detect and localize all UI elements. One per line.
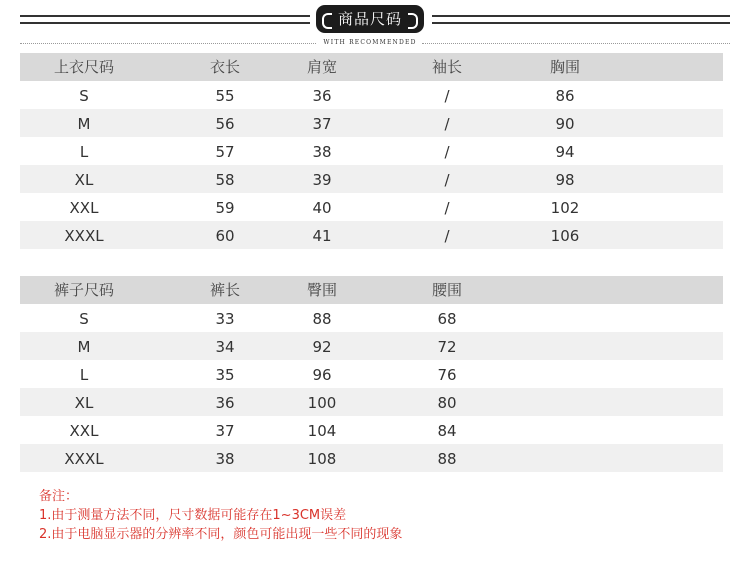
pants-size-table — [20, 276, 723, 472]
table-row — [20, 360, 723, 388]
table-row — [20, 444, 723, 472]
table-cell: 102 — [550, 199, 580, 217]
header-cell-length: 裤长 — [209, 281, 240, 299]
table-cell: 39 — [312, 171, 332, 189]
table-header-row — [20, 276, 723, 304]
header-cell-size: 裤子尺码 — [53, 281, 114, 299]
table-row — [20, 221, 723, 249]
table-cell: L — [79, 366, 89, 384]
table-cell: S — [79, 87, 89, 105]
table-cell: 57 — [215, 143, 235, 161]
table-cell: / — [444, 143, 450, 161]
table-cell: 35 — [215, 366, 235, 384]
table-cell: 58 — [215, 171, 235, 189]
table-cell: 88 — [437, 450, 457, 468]
table-cell: 100 — [307, 394, 337, 412]
table-cell: / — [444, 227, 450, 245]
table-cell: 60 — [215, 227, 235, 245]
header-cell-chest: 胸围 — [549, 58, 580, 76]
table-cell: 86 — [555, 87, 575, 105]
table-cell: 37 — [312, 115, 332, 133]
table-cell: L — [79, 143, 89, 161]
header-line-right-bottom — [432, 22, 730, 24]
header-dotted-left — [20, 43, 316, 44]
table-cell: 90 — [555, 115, 575, 133]
table-cell: S — [79, 310, 89, 328]
table-header-row — [20, 53, 723, 81]
table-cell: 68 — [437, 310, 457, 328]
table-cell: / — [444, 171, 450, 189]
note-line-1: 1.由于测量方法不同，尺寸数据可能存在1~3CM误差 — [39, 508, 347, 523]
table-row — [20, 109, 723, 137]
table-cell: 80 — [437, 394, 457, 412]
table-row — [20, 81, 723, 109]
table-cell: / — [444, 115, 450, 133]
table-row — [20, 388, 723, 416]
header-cell-shoulder: 肩宽 — [306, 58, 337, 76]
section-subtitle: WITH RECOMMENDED — [323, 39, 417, 46]
table-cell: 36 — [215, 394, 235, 412]
table-cell: 104 — [307, 422, 337, 440]
table-cell: M — [77, 115, 91, 133]
table-row — [20, 332, 723, 360]
table-cell: 94 — [555, 143, 575, 161]
table-cell: 59 — [215, 199, 235, 217]
note-line-2: 2.由于电脑显示器的分辨率不同，颜色可能出现一些不同的现象 — [39, 527, 403, 542]
notes-section — [39, 487, 402, 544]
header-cell-sleeve: 袖长 — [431, 58, 462, 76]
header-cell-length: 衣长 — [209, 58, 240, 76]
table-cell: 88 — [312, 310, 332, 328]
table-cell: M — [77, 338, 91, 356]
top-size-table — [20, 53, 723, 249]
table-cell: 98 — [555, 171, 575, 189]
table-cell: 72 — [437, 338, 457, 356]
section-title: 商品尺码 — [316, 5, 424, 33]
table-row — [20, 137, 723, 165]
table-cell: 106 — [550, 227, 580, 245]
table-cell: / — [444, 199, 450, 217]
header-dotted-right — [422, 43, 730, 44]
table-cell: XXXL — [64, 450, 104, 468]
table-cell: 37 — [215, 422, 235, 440]
table-cell: 38 — [312, 143, 332, 161]
table-cell: 55 — [215, 87, 235, 105]
table-cell: 92 — [312, 338, 332, 356]
table-cell: 96 — [312, 366, 332, 384]
table-cell: XXL — [69, 199, 99, 217]
table-cell: XXXL — [64, 227, 104, 245]
table-cell: 34 — [215, 338, 235, 356]
header-cell-waist: 腰围 — [431, 281, 462, 299]
table-cell: 108 — [307, 450, 337, 468]
header-line-left-bottom — [20, 22, 310, 24]
table-cell: / — [444, 87, 450, 105]
table-cell: 41 — [312, 227, 332, 245]
notes-heading: 备注： — [39, 489, 79, 504]
header-line-left-top — [20, 15, 310, 17]
table-cell: 84 — [437, 422, 457, 440]
table-cell: 33 — [215, 310, 235, 328]
table-cell: XL — [74, 171, 94, 189]
table-row — [20, 304, 723, 332]
section-header — [0, 0, 750, 52]
table-cell: 56 — [215, 115, 235, 133]
table-cell: 36 — [312, 87, 332, 105]
table-row — [20, 165, 723, 193]
table-cell: XXL — [69, 422, 99, 440]
header-line-right-top — [432, 15, 730, 17]
table-cell: 40 — [312, 199, 332, 217]
table-cell: XL — [74, 394, 94, 412]
table-row — [20, 193, 723, 221]
header-cell-size: 上衣尺码 — [53, 58, 114, 76]
table-cell: 76 — [437, 366, 457, 384]
header-cell-hip: 臀围 — [306, 281, 337, 299]
table-row — [20, 416, 723, 444]
table-cell: 38 — [215, 450, 235, 468]
